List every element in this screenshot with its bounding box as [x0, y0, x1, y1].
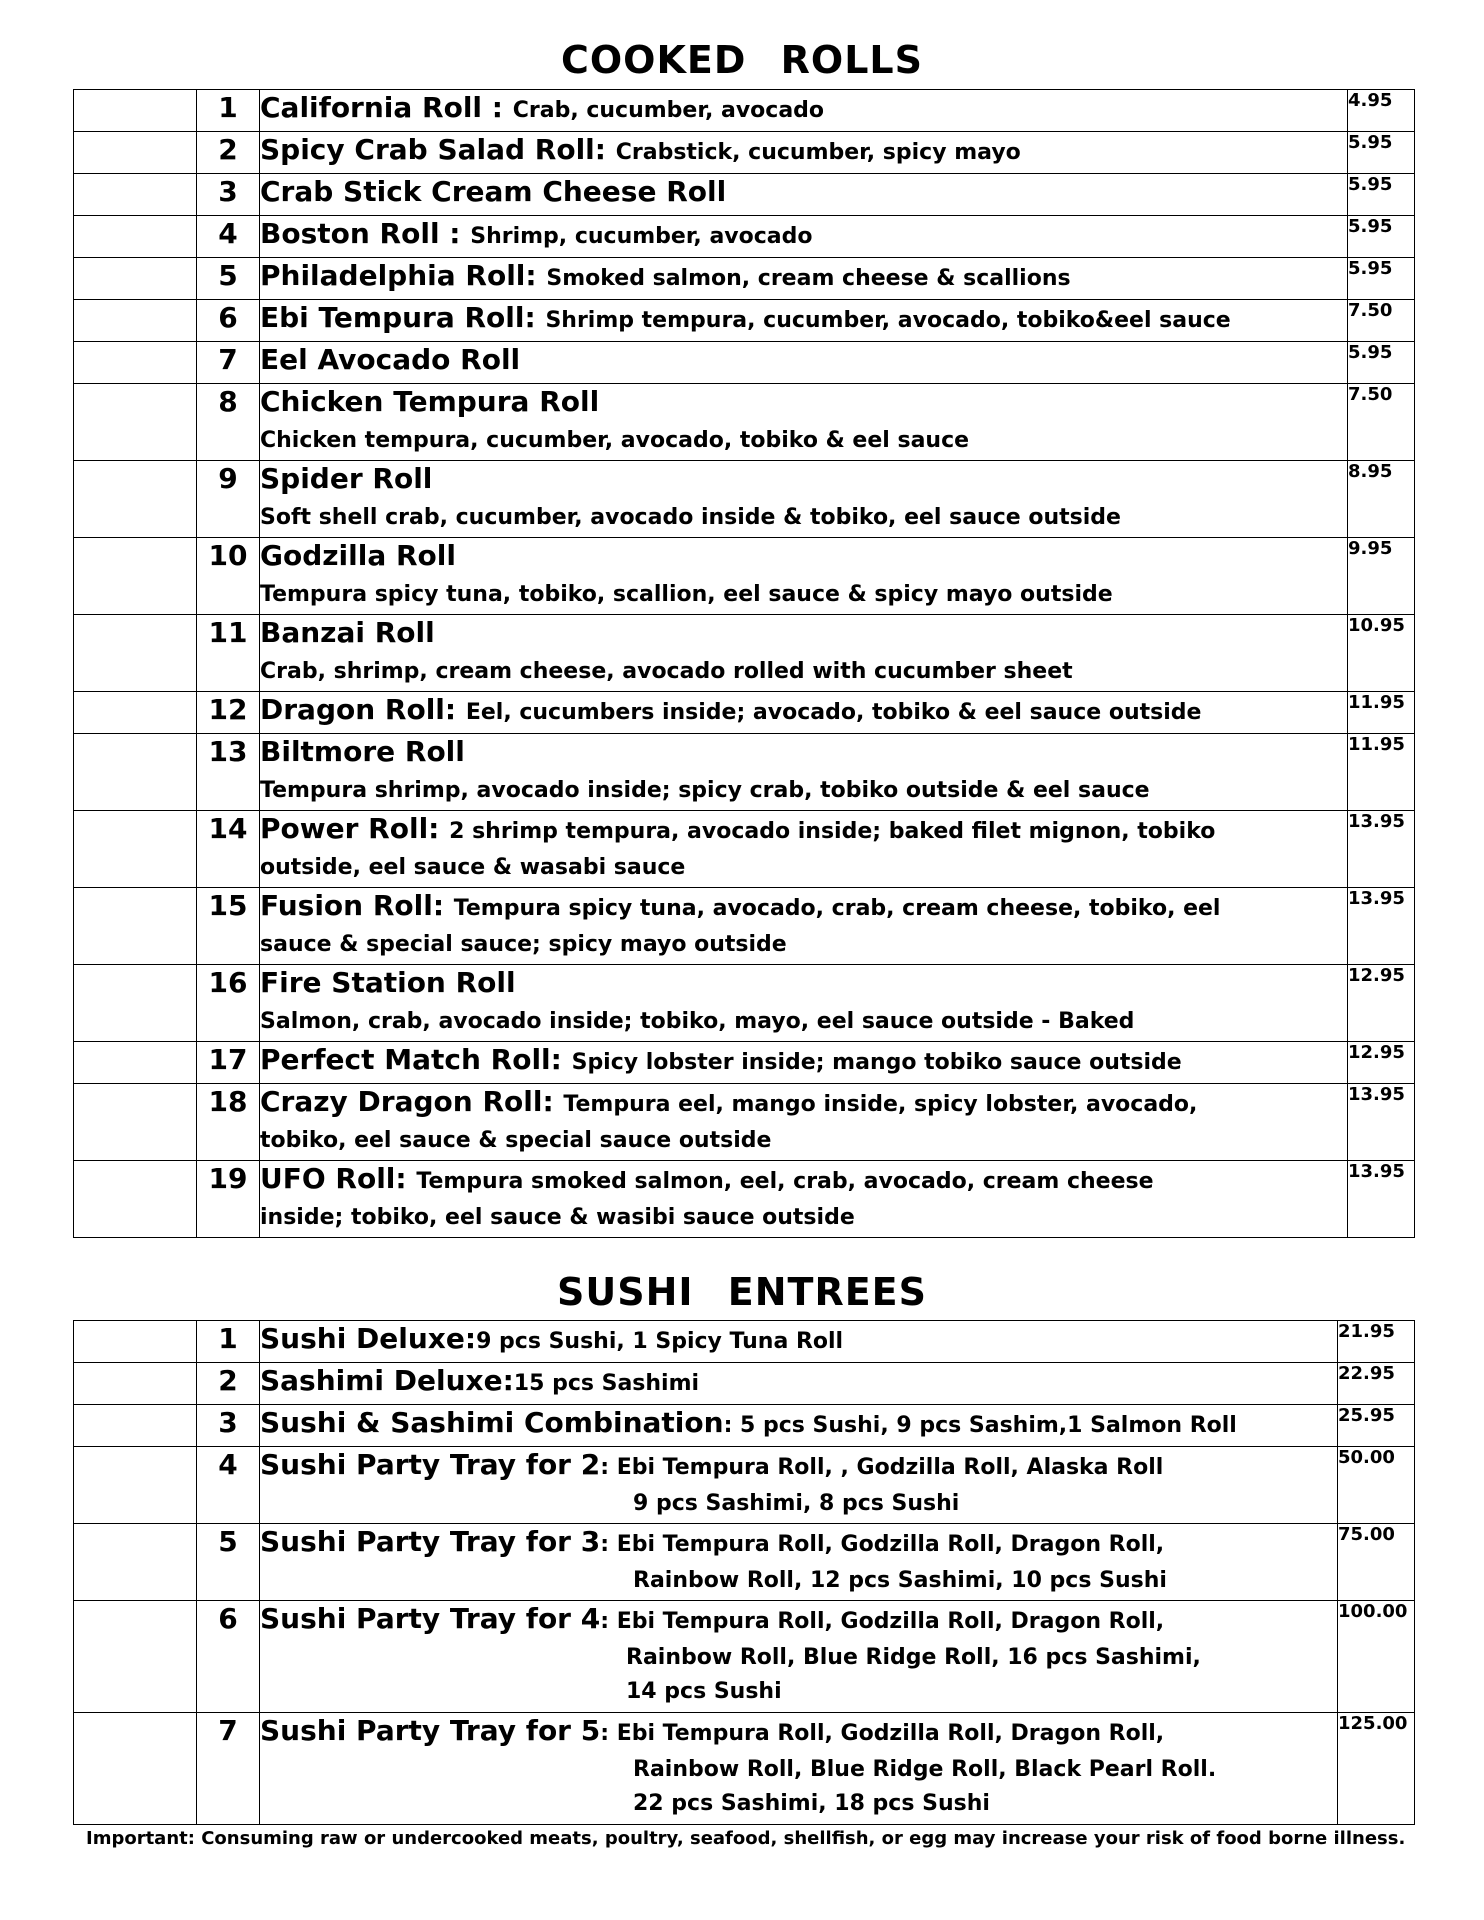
- item-ingredients: Eel, cucumbers inside; avocado, tobiko & eel sauce outside: [465, 700, 1202, 725]
- blank-cell: [74, 300, 197, 342]
- blank-cell: [74, 1524, 197, 1601]
- menu-row: [74, 1042, 1415, 1084]
- item-number: 8: [197, 384, 260, 461]
- blank-cell: [74, 461, 197, 538]
- item-name: Crab Stick Cream Cheese Roll: [260, 175, 727, 208]
- item-description: [260, 342, 1348, 384]
- item-price: 5.95: [1348, 132, 1415, 174]
- item-ingredients: : Ebi Tempura Roll, , Godzilla Roll, Alaska Roll: [600, 1455, 1164, 1480]
- item-ingredients: Shrimp tempura, cucumber, avocado, tobiko&eel sauce: [545, 308, 1231, 333]
- item-number: 15: [197, 888, 260, 965]
- menu-row: [74, 1601, 1415, 1713]
- item-description: [260, 888, 1348, 965]
- item-name: Fusion Roll:: [260, 889, 454, 922]
- item-description: [260, 1321, 1338, 1363]
- item-ingredients: : Ebi Tempura Roll, Godzilla Roll, Dragon Roll,: [600, 1609, 1165, 1634]
- item-price: 13.95: [1348, 1084, 1415, 1161]
- item-name: Sashimi Deluxe:: [260, 1364, 514, 1397]
- item-line: [260, 1447, 1337, 1487]
- item-ingredients-cont: Rainbow Roll, 12 pcs Sashimi, 10 pcs Sushi: [633, 1568, 1167, 1593]
- menu-row: [74, 461, 1415, 538]
- menu-row: [74, 965, 1415, 1042]
- item-description: [260, 461, 1348, 538]
- item-name: Spider Roll: [260, 462, 433, 495]
- item-ingredients: : 5 pcs Sushi, 9 pcs Sashim,1 Salmon Roll: [723, 1413, 1237, 1438]
- item-number: 17: [197, 1042, 260, 1084]
- item-description: [260, 258, 1348, 300]
- item-name: Sushi & Sashimi Combination: [260, 1406, 724, 1439]
- menu-row: [74, 90, 1415, 132]
- menu-row: [74, 734, 1415, 811]
- item-ingredients-cont: Chicken tempura, cucumber, avocado, tobiko & eel sauce: [260, 428, 970, 453]
- item-line: [260, 461, 1347, 501]
- item-ingredients: 15 pcs Sashimi: [513, 1371, 700, 1396]
- item-line: [260, 1524, 1337, 1564]
- item-ingredients: Spicy lobster inside; mango tobiko sauce outside: [571, 1050, 1182, 1075]
- menu-row: [74, 342, 1415, 384]
- item-description: [260, 1524, 1338, 1601]
- item-name: Godzilla Roll: [260, 539, 456, 572]
- item-name: Biltmore Roll: [260, 735, 465, 768]
- item-ingredients: Crab, cucumber, avocado: [512, 98, 825, 123]
- menu-row: [74, 1363, 1415, 1405]
- item-description: [260, 1713, 1338, 1825]
- item-line: [260, 734, 1347, 774]
- item-description: [260, 1363, 1338, 1405]
- blank-cell: [74, 1321, 197, 1363]
- item-ingredients: 2 shrimp tempura, avocado inside; baked filet mignon, tobiko: [449, 819, 1216, 844]
- item-price: 9.95: [1348, 538, 1415, 615]
- item-number: 13: [197, 734, 260, 811]
- item-name: Power Roll:: [260, 812, 450, 845]
- sushi-entrees-table: [73, 1320, 1415, 1825]
- item-number: 2: [197, 132, 260, 174]
- item-line: [260, 384, 1347, 424]
- menu-row: [74, 1084, 1415, 1161]
- item-description: [260, 384, 1348, 461]
- item-description: [260, 132, 1348, 174]
- blank-cell: [74, 1363, 197, 1405]
- menu-row: [74, 692, 1415, 734]
- item-number: 10: [197, 538, 260, 615]
- cooked-rolls-title: COOKED ROLLS: [560, 38, 924, 82]
- item-name: California Roll :: [260, 91, 513, 124]
- blank-cell: [74, 384, 197, 461]
- item-price: 5.95: [1348, 342, 1415, 384]
- item-ingredients: Shrimp, cucumber, avocado: [470, 224, 813, 249]
- item-name: Ebi Tempura Roll:: [260, 301, 546, 334]
- item-number: 5: [197, 258, 260, 300]
- blank-cell: [74, 615, 197, 692]
- item-name: Crazy Dragon Roll:: [260, 1085, 564, 1118]
- item-line: [260, 300, 1347, 340]
- item-name: Perfect Match Roll:: [260, 1043, 572, 1076]
- blank-cell: [74, 811, 197, 888]
- menu-row: [74, 1321, 1415, 1363]
- menu-row: [74, 888, 1415, 965]
- item-line: [260, 258, 1347, 298]
- item-price: 125.00: [1338, 1713, 1415, 1825]
- item-number: 1: [197, 90, 260, 132]
- item-line: [260, 90, 1347, 130]
- item-line: [260, 1601, 1337, 1641]
- item-description: [260, 811, 1348, 888]
- blank-cell: [74, 1713, 197, 1825]
- item-line: [260, 692, 1347, 732]
- item-line: [260, 174, 1347, 214]
- item-ingredients: Tempura smoked salmon, eel, crab, avocado, cream cheese: [416, 1169, 1154, 1194]
- blank-cell: [74, 538, 197, 615]
- item-ingredients-cont: tobiko, eel sauce & special sauce outside: [260, 1128, 772, 1153]
- blank-cell: [74, 342, 197, 384]
- blank-cell: [74, 132, 197, 174]
- blank-cell: [74, 216, 197, 258]
- item-ingredients: Tempura eel, mango inside, spicy lobster, avocado,: [563, 1092, 1198, 1117]
- item-name: Sushi Party Tray for 3: [260, 1525, 601, 1558]
- item-price: 5.95: [1348, 174, 1415, 216]
- item-price: 11.95: [1348, 692, 1415, 734]
- item-name: UFO Roll:: [260, 1162, 417, 1195]
- item-description: [260, 615, 1348, 692]
- menu-row: [74, 1524, 1415, 1601]
- item-line: [260, 342, 1347, 382]
- item-ingredients: : Ebi Tempura Roll, Godzilla Roll, Dragon Roll,: [600, 1532, 1165, 1557]
- item-description: [260, 174, 1348, 216]
- item-line: [260, 132, 1347, 172]
- item-number: 6: [197, 1601, 260, 1713]
- blank-cell: [74, 1042, 197, 1084]
- item-description: [260, 1084, 1348, 1161]
- item-number: 19: [197, 1161, 260, 1238]
- item-description: [260, 1042, 1348, 1084]
- item-price: 7.50: [1348, 300, 1415, 342]
- item-line: [260, 1363, 1337, 1403]
- menu-row: [74, 174, 1415, 216]
- item-line: [260, 1084, 1347, 1124]
- item-description: [260, 90, 1348, 132]
- item-number: 5: [197, 1524, 260, 1601]
- item-ingredients-cont: 22 pcs Sashimi, 18 pcs Sushi: [633, 1791, 990, 1816]
- item-number: 7: [197, 342, 260, 384]
- item-name: Sushi Party Tray for 5: [260, 1714, 601, 1747]
- item-ingredients: : Ebi Tempura Roll, Godzilla Roll, Dragon Roll,: [600, 1721, 1165, 1746]
- item-description: [260, 692, 1348, 734]
- item-name: Dragon Roll:: [260, 693, 466, 726]
- item-price: 7.50: [1348, 384, 1415, 461]
- item-price: 10.95: [1348, 615, 1415, 692]
- item-number: 4: [197, 1447, 260, 1524]
- item-price: 12.95: [1348, 965, 1415, 1042]
- item-ingredients-cont: 14 pcs Sushi: [626, 1679, 782, 1704]
- blank-cell: [74, 888, 197, 965]
- item-line: [260, 538, 1347, 578]
- item-description: [260, 538, 1348, 615]
- item-price: 13.95: [1348, 888, 1415, 965]
- item-number: 18: [197, 1084, 260, 1161]
- item-number: 2: [197, 1363, 260, 1405]
- blank-cell: [74, 734, 197, 811]
- menu-row: [74, 258, 1415, 300]
- item-number: 11: [197, 615, 260, 692]
- item-price: 13.95: [1348, 1161, 1415, 1238]
- item-line: [260, 1042, 1347, 1082]
- item-line: [260, 888, 1347, 928]
- item-ingredients-cont: Rainbow Roll, Blue Ridge Roll, Black Pearl Roll.: [633, 1757, 1217, 1782]
- item-description: [260, 734, 1348, 811]
- item-description: [260, 1161, 1348, 1238]
- item-number: 3: [197, 1405, 260, 1447]
- item-line: [260, 1161, 1347, 1201]
- item-ingredients-cont: Tempura spicy tuna, tobiko, scallion, eel sauce & spicy mayo outside: [260, 582, 1113, 607]
- item-number: 6: [197, 300, 260, 342]
- item-price: 8.95: [1348, 461, 1415, 538]
- item-line: [260, 1405, 1337, 1445]
- blank-cell: [74, 258, 197, 300]
- blank-cell: [74, 1601, 197, 1713]
- item-name: Fire Station Roll: [260, 966, 516, 999]
- menu-row: [74, 615, 1415, 692]
- item-ingredients-cont: outside, eel sauce & wasabi sauce: [260, 855, 686, 880]
- item-number: 3: [197, 174, 260, 216]
- item-ingredients-cont: sauce & special sauce; spicy mayo outside: [260, 932, 787, 957]
- menu-row: [74, 1161, 1415, 1238]
- item-name: Spicy Crab Salad Roll:: [260, 133, 616, 166]
- item-line: [260, 216, 1347, 256]
- menu-row: [74, 216, 1415, 258]
- item-description: [260, 216, 1348, 258]
- item-price: 5.95: [1348, 258, 1415, 300]
- item-number: 12: [197, 692, 260, 734]
- item-price: 22.95: [1338, 1363, 1415, 1405]
- item-number: 9: [197, 461, 260, 538]
- item-ingredients-cont: Salmon, crab, avocado inside; tobiko, mayo, eel sauce outside - Baked: [260, 1009, 1135, 1034]
- item-description: [260, 965, 1348, 1042]
- item-price: 13.95: [1348, 811, 1415, 888]
- blank-cell: [74, 1405, 197, 1447]
- blank-cell: [74, 692, 197, 734]
- item-name: Boston Roll :: [260, 217, 471, 250]
- item-price: 11.95: [1348, 734, 1415, 811]
- item-price: 25.95: [1338, 1405, 1415, 1447]
- item-line: [260, 811, 1347, 851]
- item-line: [260, 1321, 1337, 1361]
- item-line: [260, 1713, 1337, 1753]
- menu-row: [74, 300, 1415, 342]
- sushi-entrees-title: SUSHI ENTREES: [557, 1270, 927, 1314]
- item-ingredients-cont: Rainbow Roll, Blue Ridge Roll, 16 pcs Sashimi,: [626, 1645, 1201, 1670]
- item-number: 4: [197, 216, 260, 258]
- item-number: 7: [197, 1713, 260, 1825]
- item-description: [260, 1405, 1338, 1447]
- blank-cell: [74, 965, 197, 1042]
- menu-row: [74, 1405, 1415, 1447]
- item-price: 100.00: [1338, 1601, 1415, 1713]
- item-ingredients-cont: Soft shell crab, cucumber, avocado inside & tobiko, eel sauce outside: [260, 505, 1121, 530]
- item-description: [260, 300, 1348, 342]
- item-price: 5.95: [1348, 216, 1415, 258]
- item-name: Chicken Tempura Roll: [260, 385, 600, 418]
- item-number: 16: [197, 965, 260, 1042]
- menu-row: [74, 1447, 1415, 1524]
- item-number: 14: [197, 811, 260, 888]
- item-price: 12.95: [1348, 1042, 1415, 1084]
- menu-row: [74, 384, 1415, 461]
- food-safety-notice: Important: Consuming raw or undercooked meats, poultry, seafood, shellfish, or egg may increase your risk of food borne illness.: [86, 1828, 1406, 1849]
- item-ingredients-cont: Crab, shrimp, cream cheese, avocado rolled with cucumber sheet: [260, 659, 1073, 684]
- item-ingredients: Tempura spicy tuna, avocado, crab, cream cheese, tobiko, eel: [453, 896, 1221, 921]
- item-line: [260, 615, 1347, 655]
- item-ingredients: Crabstick, cucumber, spicy mayo: [615, 140, 1021, 165]
- item-description: [260, 1601, 1338, 1713]
- item-ingredients-cont: inside; tobiko, eel sauce & wasibi sauce outside: [260, 1205, 855, 1230]
- item-price: 50.00: [1338, 1447, 1415, 1524]
- item-name: Banzai Roll: [260, 616, 435, 649]
- item-name: Sushi Party Tray for 2: [260, 1448, 601, 1481]
- blank-cell: [74, 1161, 197, 1238]
- item-ingredients: 9 pcs Sushi, 1 Spicy Tuna Roll: [476, 1329, 844, 1354]
- blank-cell: [74, 90, 197, 132]
- item-ingredients-cont: Tempura shrimp, avocado inside; spicy crab, tobiko outside & eel sauce: [260, 778, 1150, 803]
- item-line: [260, 965, 1347, 1005]
- blank-cell: [74, 1447, 197, 1524]
- item-price: 21.95: [1338, 1321, 1415, 1363]
- blank-cell: [74, 1084, 197, 1161]
- blank-cell: [74, 174, 197, 216]
- menu-row: [74, 538, 1415, 615]
- item-number: 1: [197, 1321, 260, 1363]
- menu-row: [74, 132, 1415, 174]
- item-price: 75.00: [1338, 1524, 1415, 1601]
- item-price: 4.95: [1348, 90, 1415, 132]
- item-name: Sushi Deluxe:: [260, 1322, 477, 1355]
- item-name: Sushi Party Tray for 4: [260, 1602, 601, 1635]
- item-name: Philadelphia Roll:: [260, 259, 547, 292]
- menu-row: [74, 1713, 1415, 1825]
- item-ingredients: Smoked salmon, cream cheese & scallions: [546, 266, 1071, 291]
- cooked-rolls-table: [73, 89, 1415, 1238]
- item-ingredients-cont: 9 pcs Sashimi, 8 pcs Sushi: [633, 1491, 960, 1516]
- item-description: [260, 1447, 1338, 1524]
- menu-row: [74, 811, 1415, 888]
- item-name: Eel Avocado Roll: [260, 343, 521, 376]
